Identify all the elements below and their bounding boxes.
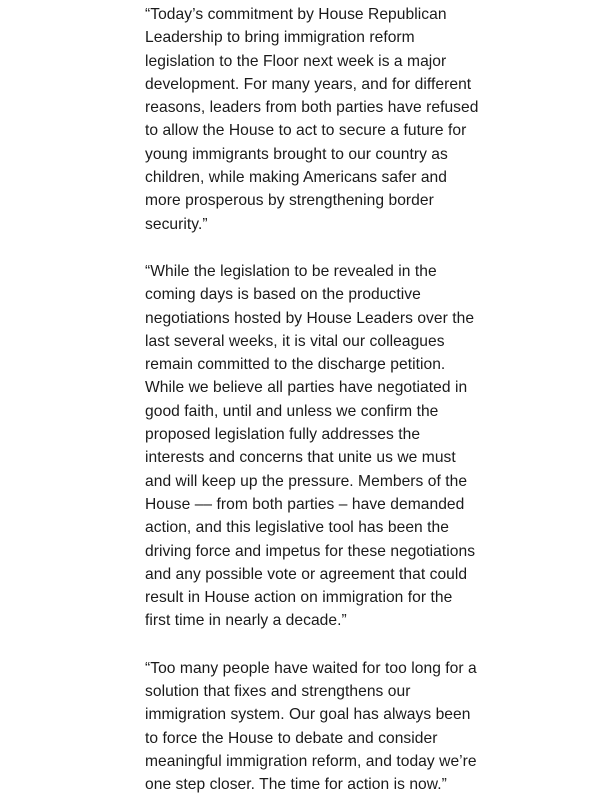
text-line: meaningful immigration reform, and today we’re [145,752,477,770]
text-line: Leadership to bring immigration reform [145,29,415,47]
text-line: interests and concerns that unite us we must [145,449,456,467]
text-line: children, while making Americans safer and [145,169,447,187]
statement-paragraph-3 [145,657,490,797]
text-line: first time in nearly a decade.” [145,612,347,630]
text-line: security.” [145,215,208,233]
statement-paragraph-2 [145,260,490,633]
text-line: and any possible vote or agreement that could [145,565,468,583]
text-line: result in House action on immigration for the [145,589,453,607]
text-line: and will keep up the pressure. Members of the [145,472,468,490]
text-line: While we believe all parties have negotiated in [145,379,468,397]
statement-document [145,3,490,797]
text-line: “Too many people have waited for too long for a [145,659,477,677]
text-line: remain committed to the discharge petition. [145,356,446,374]
text-line: coming days is based on the productive [145,286,421,304]
text-line: immigration system. Our goal has always been [145,706,471,724]
statement-paragraph-1 [145,3,490,236]
text-line: to force the House to debate and consider [145,729,438,747]
text-line: young immigrants brought to our country as [145,145,448,163]
text-line: one step closer. The time for action is now.” [145,776,447,794]
text-line: solution that fixes and strengthens our [145,683,411,701]
text-line: action, and this legislative tool has been the [145,519,449,537]
text-line: development. For many years, and for different [145,75,472,93]
text-line: reasons, leaders from both parties have refused [145,99,479,117]
text-line: legislation to the Floor next week is a major [145,52,447,70]
text-line: “Today’s commitment by House Republican [145,6,447,23]
paragraph-spacer [145,633,490,657]
text-line: proposed legislation fully addresses the [145,426,421,444]
text-line: House –– from both parties – have demanded [145,495,465,513]
text-line: negotiations hosted by House Leaders over the [145,309,475,327]
text-line: driving force and impetus for these negotiations [145,542,476,560]
text-line: more prosperous by strengthening border [145,192,434,210]
text-line: last several weeks, it is vital our colleagues [145,332,445,350]
text-line: “While the legislation to be revealed in the [145,262,437,280]
paragraph-spacer [145,236,490,260]
text-line: to allow the House to act to secure a future for [145,122,467,140]
text-line: good faith, until and unless we confirm the [145,402,439,420]
